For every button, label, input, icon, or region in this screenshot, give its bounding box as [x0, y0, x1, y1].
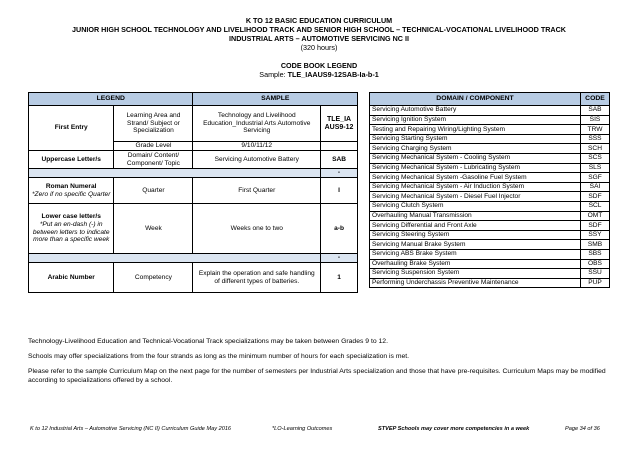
table-row	[370, 115, 610, 125]
domain-component-header: DOMAIN / COMPONENT	[370, 93, 581, 106]
first-entry-label: First Entry	[29, 106, 114, 151]
note-paragraph-3: Please refer to the sample Curriculum Map on the next page for the number of semesters per Industrial Arts specialization and those that have pre-requisites. Curriculum Maps may be modified according to specializations offered by a school.	[28, 368, 606, 384]
component-code: SGF	[581, 173, 610, 183]
sample-header: SAMPLE	[193, 93, 358, 106]
doc-subtitle: JUNIOR HIGH SCHOOL TECHNOLOGY AND LIVELIHOOD TRACK AND SENIOR HIGH SCHOOL – TECHNICAL-VOCATIONAL LIVELIHOOD TRACK	[72, 25, 566, 34]
component-code: SCH	[581, 144, 610, 154]
component-code: SAI	[581, 182, 610, 192]
table-row	[370, 163, 610, 173]
component-name: Servicing Mechanical System -Gasoline Fuel System	[370, 173, 581, 183]
component-code: SSY	[581, 230, 610, 240]
component-code: PUP	[581, 278, 610, 288]
code-header: CODE	[581, 93, 610, 106]
lowercase-desc: Week	[114, 204, 193, 254]
table-row	[370, 278, 610, 288]
first-entry-sample: Technology and Livelihood Education_Industrial Arts Automotive Servicing	[193, 106, 321, 142]
table-row	[370, 106, 610, 116]
table-row	[370, 230, 610, 240]
table-row	[370, 125, 610, 135]
uppercase-sample: Servicing Automotive Battery	[193, 151, 321, 169]
component-code: SCL	[581, 201, 610, 211]
footer-outcomes: *LO-Learning Outcomes	[272, 426, 333, 432]
component-code: OBS	[581, 259, 610, 269]
footer-guide: K to 12 Industrial Arts – Automotive Servicing (NC II) Curriculum Guide May 2016	[30, 426, 232, 432]
component-name: Servicing Automotive Battery	[370, 106, 581, 116]
component-name: Servicing Ignition System	[370, 115, 581, 125]
component-code: OMT	[581, 211, 610, 221]
component-name: Servicing Differential and Front Axle	[370, 221, 581, 231]
lowercase-cell	[29, 204, 114, 254]
component-name: Overhauling Brake System	[370, 259, 581, 269]
lowercase-sample: Weeks one to two	[193, 204, 321, 254]
table-row	[370, 249, 610, 259]
table-row	[370, 144, 610, 154]
roman-numeral-sample: First Quarter	[193, 178, 321, 204]
first-entry-desc: Learning Area and Strand/ Subject or Specialization	[114, 106, 193, 142]
table-row	[370, 134, 610, 144]
component-name: Servicing Manual Brake System	[370, 240, 581, 250]
roman-numeral-label: Roman Numeral	[45, 182, 97, 190]
component-name: Servicing Starting System	[370, 134, 581, 144]
component-code: SDF	[581, 221, 610, 231]
component-name: Overhauling Manual Transmission	[370, 211, 581, 221]
note-paragraph-1: Technology-Livelihood Education and Technical-Vocational Track specializations may be taken between Grades 9 to 12.	[28, 338, 388, 345]
lowercase-code: a-b	[321, 204, 358, 254]
codebook-legend-title: CODE BOOK LEGEND	[280, 61, 358, 70]
arabic-number-sample: Explain the operation and safe handling of different types of batteries.	[193, 263, 321, 293]
component-code: SSU	[581, 269, 610, 279]
uppercase-desc: Domain/ Content/ Component/ Topic	[114, 151, 193, 169]
uppercase-code: SAB	[321, 151, 358, 169]
legend-header: LEGEND	[29, 93, 193, 106]
first-entry-code: TLE_IA AUS9-12	[321, 106, 358, 142]
component-name: Servicing Mechanical System - Air Induction System	[370, 182, 581, 192]
lowercase-note: *Put an en-dash (-) in between letters to indicate more than a specific week	[32, 220, 110, 244]
component-code: SAB	[581, 106, 610, 116]
table-row	[370, 153, 610, 163]
doc-specialization: INDUSTRIAL ARTS – AUTOMOTIVE SERVICING NC II	[229, 34, 409, 43]
table-row	[370, 221, 610, 231]
roman-numeral-cell	[29, 178, 114, 204]
table-row	[370, 240, 610, 250]
dash-separator-1: -	[321, 169, 358, 178]
table-row	[370, 173, 610, 183]
table-row	[370, 182, 610, 192]
component-name: Servicing Mechanical System - Lubricating System	[370, 163, 581, 173]
component-name: Servicing Clutch System	[370, 201, 581, 211]
uppercase-label: Uppercase Letter/s	[29, 151, 114, 169]
component-code: SSS	[581, 134, 610, 144]
roman-numeral-note: *Zero if no specific Quarter	[31, 190, 111, 198]
grade-level-label: Grade Level	[114, 142, 193, 151]
arabic-number-code: 1	[321, 263, 358, 293]
component-code: SBS	[581, 249, 610, 259]
sample-line	[0, 70, 638, 79]
table-row	[370, 269, 610, 279]
roman-numeral-desc: Quarter	[114, 178, 193, 204]
table-row	[370, 192, 610, 202]
component-name: Servicing Mechanical System - Diesel Fuel Injector	[370, 192, 581, 202]
arabic-number-label: Arabic Number	[29, 263, 114, 293]
component-table	[369, 92, 610, 288]
note-paragraph-2: Schools may offer specializations from the four strands as long as the minimum number of hours for each specialization is met.	[28, 353, 410, 360]
doc-title: K TO 12 BASIC EDUCATION CURRICULUM	[245, 16, 393, 25]
table-row	[370, 259, 610, 269]
lowercase-label: Lower case letter/s	[41, 213, 101, 221]
grade-level-sample: 9/10/11/12	[193, 142, 321, 151]
footer-page-number: Page 34 of 36	[565, 426, 600, 432]
legend-table	[28, 92, 358, 293]
component-name: Servicing ABS Brake System	[370, 249, 581, 259]
component-name: Servicing Mechanical System - Cooling System	[370, 153, 581, 163]
doc-hours: (320 hours)	[300, 43, 338, 52]
roman-numeral-code: I	[321, 178, 358, 204]
component-name: Performing Underchassis Preventive Maintenance	[370, 278, 581, 288]
footer-note: STVEP Schools may cover more competencies in a week	[378, 426, 530, 432]
table-row	[370, 201, 610, 211]
sample-prefix: Sample:	[259, 70, 288, 79]
component-code: TRW	[581, 125, 610, 135]
component-name: Testing and Repairing Wiring/Lighting System	[370, 125, 581, 135]
arabic-number-desc: Competency	[114, 263, 193, 293]
component-code: SLS	[581, 163, 610, 173]
component-code: SCS	[581, 153, 610, 163]
component-code: SDF	[581, 192, 610, 202]
component-name: Servicing Charging System	[370, 144, 581, 154]
component-name: Servicing Steering System	[370, 230, 581, 240]
table-row	[370, 211, 610, 221]
component-code: SIS	[581, 115, 610, 125]
component-code: SMB	[581, 240, 610, 250]
component-name: Servicing Suspension System	[370, 269, 581, 279]
sample-code: TLE_IAAUS9-12SAB-Ia-b-1	[287, 70, 379, 79]
dash-separator-2: -	[321, 254, 358, 263]
